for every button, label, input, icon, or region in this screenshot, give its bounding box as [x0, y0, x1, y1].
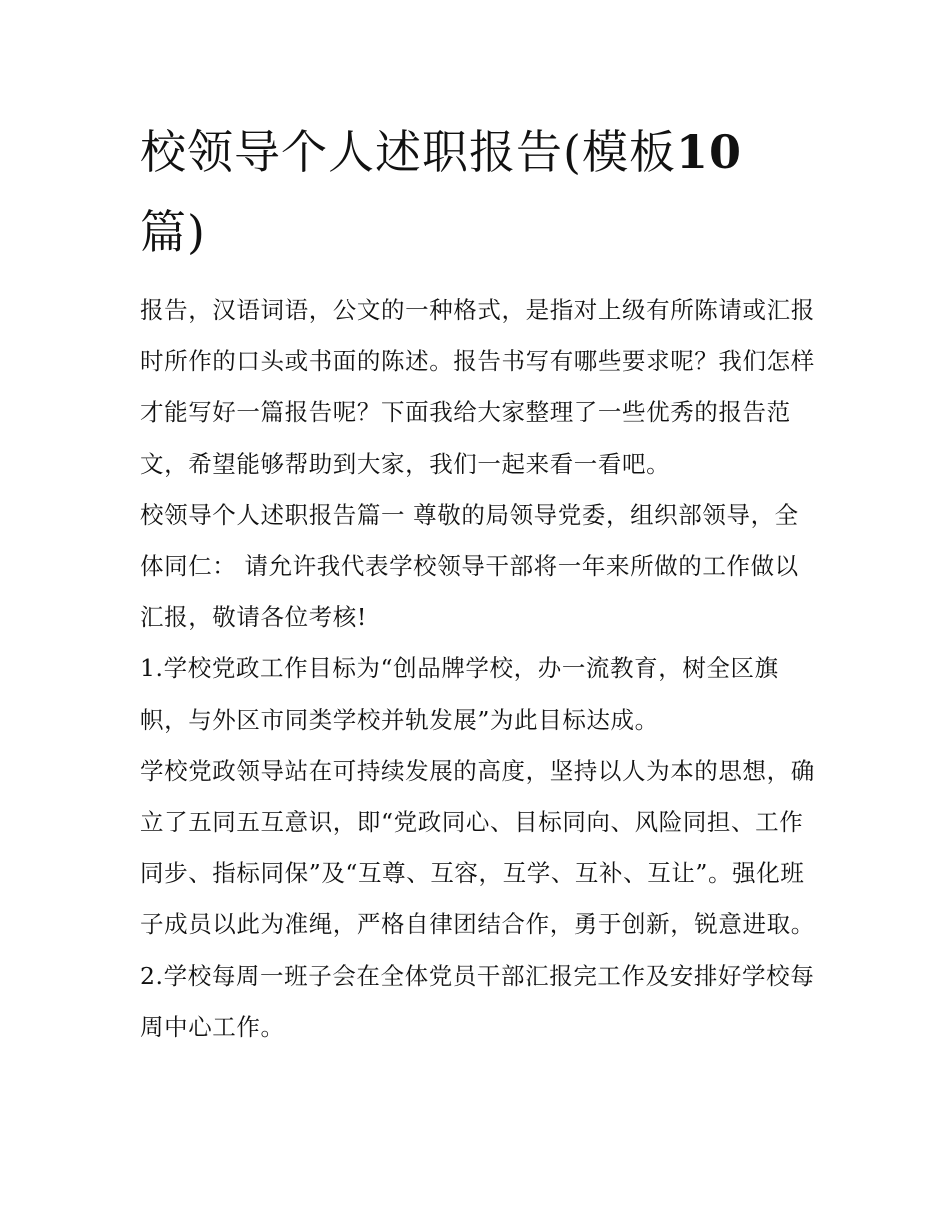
document-body: [140, 112, 820, 1053]
paragraph: 2.学校每周一班子会在全体党员干部汇报完工作及安排好学校每周中心工作。: [140, 961, 815, 1041]
document-title: [140, 112, 820, 272]
title-number: 10: [675, 125, 742, 179]
title-text: 校领导个人述职报告(模板: [140, 125, 676, 179]
paragraph: 1.学校党政工作目标为“创品牌学校，办一流教育，树全区旗帜，与外区市同类学校并轨发展”为此目标达成。: [140, 654, 779, 734]
intro-paragraph: 报告，汉语词语，公文的一种格式，是指对上级有所陈请或汇报时所作的口头或书面的陈述。报告书写有哪些要求呢？我们怎样才能写好一篇报告呢？下面我给大家整理了一些优秀的报告范文，希望能够帮助到大家，我们一起来看一看吧。: [140, 296, 815, 478]
paragraph: 学校党政领导站在可持续发展的高度，坚持以人为本的思想，确立了五同五互意识，即“党政同心、目标同向、风险同担、工作同步、指标同保”及“互尊、互容，互学、互补、互让”。强化班子成员以此为准绳，严格自律团结合作，勇于创新，锐意进取。: [140, 756, 815, 939]
title-text-end: 篇): [140, 205, 206, 259]
paragraph: 校领导个人述职报告篇一 尊敬的局领导党委，组织部领导，全体同仁： 请允许我代表学校领导干部将一年来所做的工作做以汇报，敬请各位考核!: [140, 500, 799, 632]
